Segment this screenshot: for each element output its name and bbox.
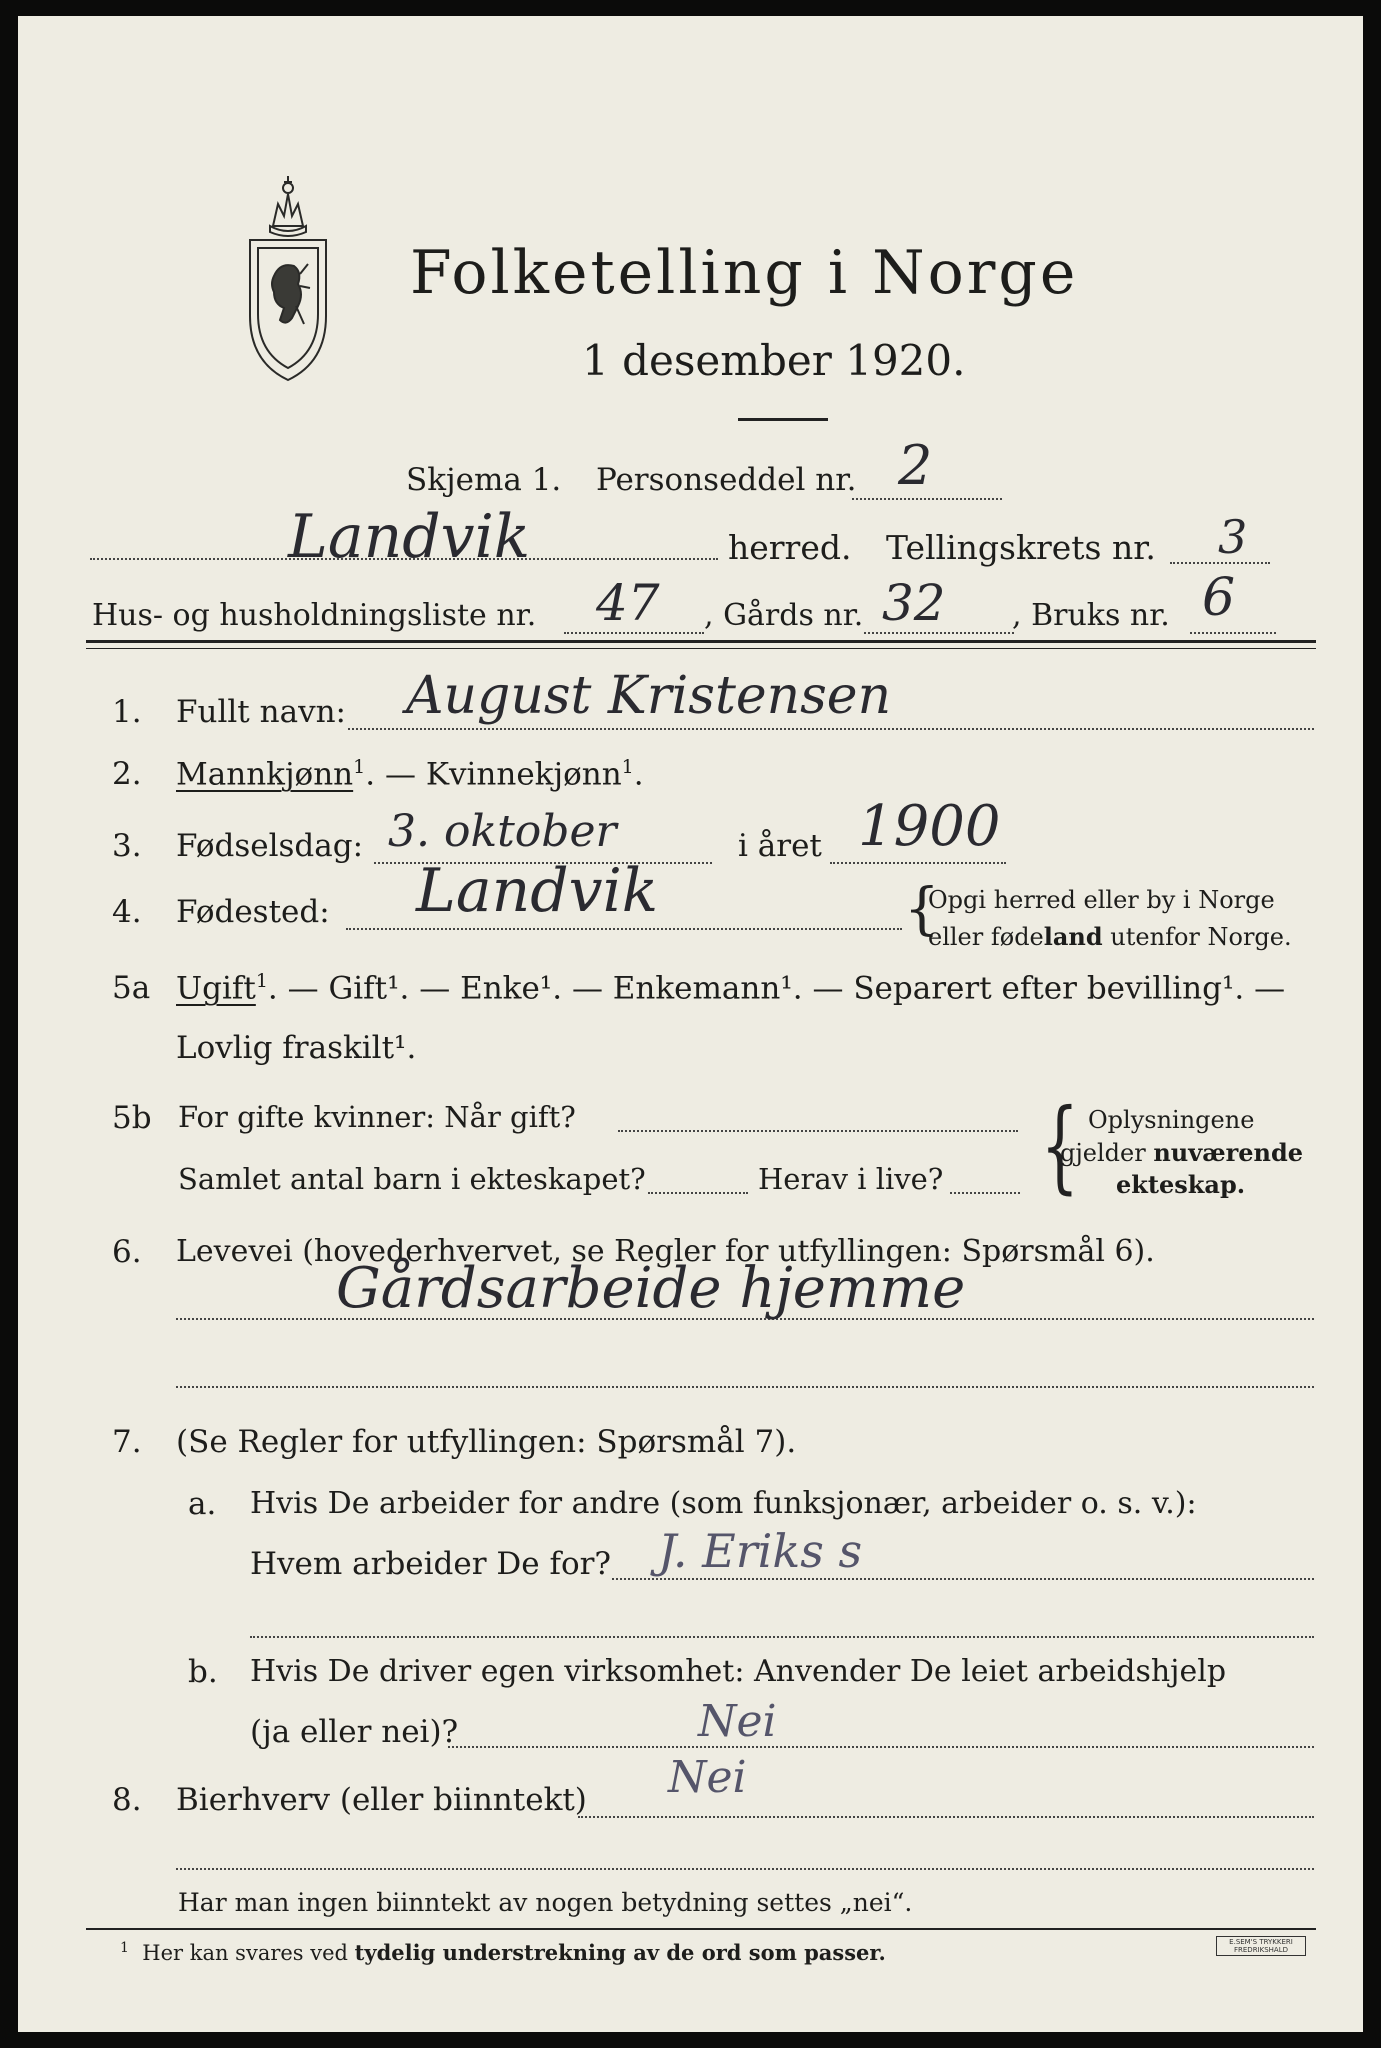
q7a-letter: a.: [188, 1486, 217, 1522]
q1-label: Fullt navn:: [176, 694, 346, 730]
footnote-bold: tydelig understrekning av de ord som passer.: [354, 1940, 886, 1965]
q6-label: Levevei (hovederhvervet, se Regler for utfyllingen: Spørsmål 6).: [176, 1234, 1155, 1269]
q6-value: Gårdsarbeide hjemme: [336, 1256, 966, 1321]
q6-line2: [176, 1386, 1314, 1388]
schema-label: Skjema 1.: [406, 462, 562, 498]
q5b-line2: [648, 1192, 748, 1194]
personseddel-value: 2: [898, 434, 933, 497]
herred-value: Landvik: [288, 502, 531, 572]
q7b-text: Hvis De driver egen virksomhet: Anvender De leiet arbeidshjelp: [250, 1654, 1227, 1689]
q7-number: 7.: [112, 1424, 142, 1460]
q1-line: [348, 728, 1314, 730]
q7a-question: Hvem arbeider De for?: [250, 1546, 612, 1582]
q4-note-2-bold: land: [1043, 922, 1103, 951]
header-rule-thin: [86, 648, 1316, 649]
herred-label: herred.: [728, 528, 852, 567]
footnote: [120, 1940, 886, 1965]
printer-stamp: [1216, 1936, 1306, 1956]
gards-value: 32: [882, 574, 946, 632]
header-rule-thick: [86, 640, 1316, 643]
q5b-line: [618, 1130, 1018, 1132]
q4-note-2-pre: eller føde: [928, 923, 1044, 951]
tellingskrets-value: 3: [1218, 510, 1248, 564]
q2-male-sup: 1: [353, 756, 366, 778]
q7b-value: Nei: [698, 1696, 777, 1747]
q4-note-1: Opgi herred eller by i Norge: [928, 886, 1275, 914]
footnote-rule: [86, 1928, 1316, 1930]
husliste-line: [564, 632, 704, 634]
footnote-pre: Her kan svares ved: [142, 1941, 355, 1965]
q4-note-2-post: utenfor Norge.: [1102, 923, 1292, 951]
husliste-value: 47: [596, 574, 660, 632]
q2-number: 2.: [112, 756, 142, 792]
q5a-options: [176, 970, 1285, 1006]
q8-line2: [176, 1868, 1314, 1870]
q2-end: .: [633, 756, 644, 793]
census-form: [18, 16, 1363, 2032]
q5a-ugift-sup: 1: [255, 970, 268, 992]
q8-line: [578, 1816, 1314, 1818]
q7a-text: Hvis De arbeider for andre (som funksjonær, arbeider o. s. v.):: [250, 1486, 1197, 1521]
q4-label: Fødested:: [176, 894, 330, 930]
husliste-label: Hus- og husholdningsliste nr.: [92, 598, 537, 633]
q5b-note-2-pre: gjelder: [1060, 1139, 1154, 1167]
form-date: 1 desember 1920.: [582, 336, 966, 385]
q2-female-sup: 1: [621, 756, 634, 778]
q5b-note-2: [1060, 1138, 1303, 1167]
q4-value: Landvik: [416, 856, 659, 926]
q7b-question: (ja eller nei)?: [250, 1714, 459, 1750]
q5b-label3: Herav i live?: [758, 1162, 944, 1196]
q2-male: Mannkjønn: [176, 756, 354, 793]
q7a-value: J. Eriks s: [658, 1524, 863, 1578]
q3-label: Fødselsdag:: [176, 828, 364, 864]
title-divider: [738, 418, 828, 421]
gards-label: , Gårds nr.: [704, 598, 864, 633]
q5a-rest: . — Gift¹. — Enke¹. — Enkemann¹. — Separert efter bevilling¹. —: [267, 970, 1286, 1007]
stamp-line-1: E.SEM'S TRYKKERI: [1229, 1938, 1293, 1946]
bruks-line: [1190, 632, 1276, 634]
q4-number: 4.: [112, 894, 142, 930]
q4-note-2: [928, 922, 1292, 951]
form-title: Folketelling i Norge: [410, 238, 1079, 308]
q8-value: Nei: [668, 1752, 747, 1803]
q6-number: 6.: [112, 1234, 142, 1270]
q1-value: August Kristensen: [406, 666, 892, 726]
tellingskrets-label: Tellingskrets nr.: [886, 528, 1156, 567]
q5a-line2: Lovlig fraskilt¹.: [176, 1030, 417, 1066]
q5b-note-3-bold: ekteskap.: [1116, 1170, 1246, 1199]
q5a-ugift: Ugift: [176, 970, 256, 1007]
q4-brace: {: [904, 877, 940, 942]
q3-year-label: i året: [738, 828, 822, 864]
q7a-line2: [250, 1636, 1314, 1638]
q7b-line: [448, 1746, 1314, 1748]
personseddel-label: Personseddel nr.: [596, 462, 857, 498]
q2-options: [176, 756, 644, 792]
q4-line: [346, 928, 902, 930]
q5b-label: For gifte kvinner: Når gift?: [178, 1100, 576, 1134]
q3-year-value: 1900: [858, 794, 1001, 859]
personseddel-line: [852, 498, 1002, 500]
stamp-line-2: FREDRIKSHALD: [1233, 1946, 1288, 1954]
bottom-note: Har man ingen biinntekt av nogen betydning settes „nei“.: [178, 1888, 913, 1917]
q5b-note-2-bold: nuværende: [1153, 1138, 1304, 1167]
q5b-label2: Samlet antal barn i ekteskapet?: [178, 1162, 646, 1196]
footnote-mark: 1: [120, 1940, 129, 1956]
q3-number: 3.: [112, 828, 142, 864]
q8-number: 8.: [112, 1782, 142, 1818]
q5b-note-3: [1116, 1170, 1245, 1199]
q7b-letter: b.: [188, 1654, 218, 1690]
gards-line: [864, 632, 1014, 634]
q1-number: 1.: [112, 694, 142, 730]
q2-female: Kvinnekjønn: [425, 756, 622, 793]
q5b-note-1: Oplysningene: [1088, 1106, 1255, 1134]
q5a-number: 5a: [112, 970, 151, 1006]
bruks-value: 6: [1202, 568, 1236, 628]
q5b-number: 5b: [112, 1100, 152, 1136]
q7-label: (Se Regler for utfyllingen: Spørsmål 7).: [176, 1424, 797, 1460]
q2-sep: . —: [365, 756, 426, 793]
q3-year-line: [830, 862, 1006, 864]
bruks-label: , Bruks nr.: [1012, 598, 1170, 633]
q5b-line3: [950, 1192, 1020, 1194]
coat-of-arms-icon: [240, 166, 336, 386]
q8-label: Bierhverv (eller biinntekt): [176, 1782, 587, 1818]
q3-day-value: 3. oktober: [388, 806, 617, 857]
q5b-brace: {: [1040, 1087, 1079, 1204]
q7a-line: [612, 1578, 1314, 1580]
